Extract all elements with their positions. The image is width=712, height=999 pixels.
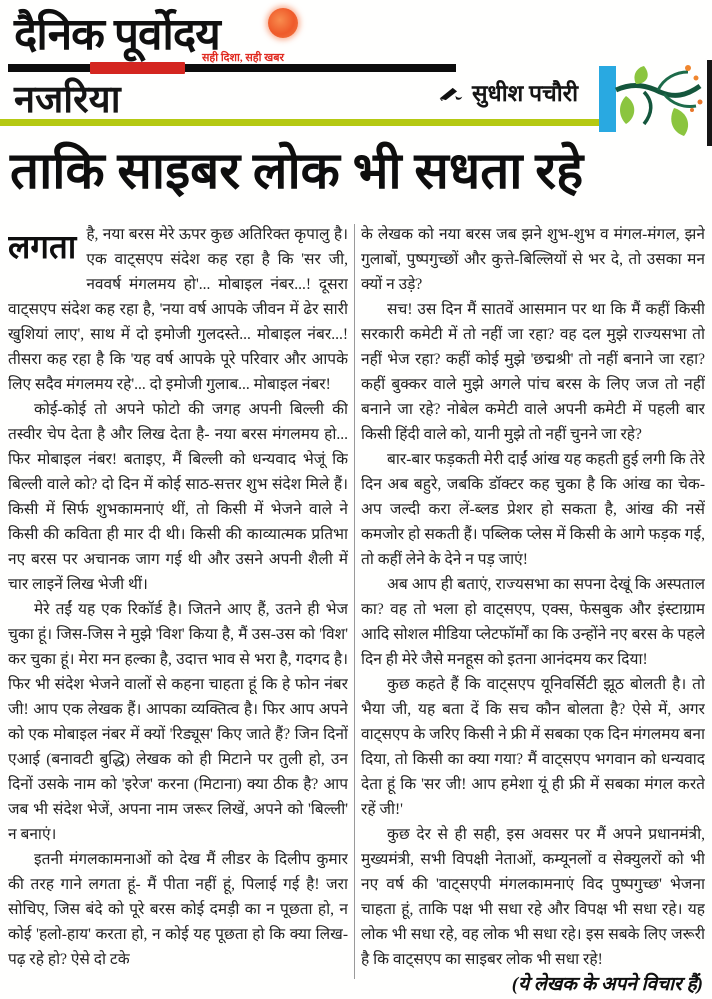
lead-word: लगता bbox=[8, 230, 77, 266]
sun-logo-icon bbox=[268, 8, 298, 38]
writing-hand-icon bbox=[438, 83, 464, 101]
paragraph: सच! उस दिन मैं सातवें आसमान पर था कि मैं कहीं किसी सरकारी कमेटी में तो नहीं जा रहा? वह दल मुझे राज्यसभा तो नहीं भेज रहा? कहीं कोई मुझे 'छद्मश्री' तो नहीं बनाने जा रहा? कहीं बुक्कर वाले मुझे अगले पांच बरस के लिए जज तो नहीं बनाने जा रहे? नोबेल कमेटी वाले अपनी कमेटी में पहली बार किसी हिंदी वाले को, यानी मुझे तो नहीं चुनने जा रहे? bbox=[361, 301, 705, 443]
article-body bbox=[8, 222, 706, 999]
paragraph bbox=[8, 222, 348, 397]
paragraph: अब आप ही बताएं, राज्यसभा का सपना देखूं कि अस्पताल का? वह तो भला हो वाट्सएप, एक्स, फेसबुक और इंस्टाग्राम आदि सोशल मीडिया प्लेटफॉर्मों का कि उन्होंने नए बरस के पहले दिन ही मेरे जैसे मनहूस को इतना आनंदमय कर दिया! bbox=[361, 576, 705, 668]
paragraph: इतनी मंगलकामनाओं को देख मैं लीडर के दिलीप कुमार की तरह गाने लगता हूं- मैं पीता नहीं हूं, पिलाई गई है! जरा सोचिए, जिस बंदे को पूरे बरस कोई दमड़ी का न पूछता हो, न कोई 'हलो-हाय' करता हो, न कोई यह पूछता हो कि क्या लिख-पढ़ रहे हो? ऐसे दो टके bbox=[8, 851, 348, 968]
logo-tagline: सही दिशा, सही खबर bbox=[201, 52, 284, 64]
author-disclaimer: (ये लेखक के अपने विचार हैं) bbox=[506, 972, 703, 997]
section-title: नजरिया bbox=[14, 79, 121, 121]
paragraph: के लेखक को नया बरस जब झने शुभ-शुभ व मंगल-मंगल, झने गुलाबों, पुष्पगुच्छों और कुत्ते-बिल्लियों से भर दे, तो उसका मन क्यों न उड़े? bbox=[361, 226, 705, 293]
article-headline: ताकि साइबर लोक भी सधता रहे bbox=[10, 144, 584, 200]
paragraph: बार-बार फड़कती मेरी दाईं आंख यह कहती हुई लगी कि तेरे दिन अब बहुरे, जबकि डॉक्टर कह चुका है कि आंख का चेक-अप जल्दी करा लें-ब्लड प्रेशर हो सकता है, आंख की नसें कमजोर हो सकती हैं। पब्लिक प्लेस में किसी के आगे फड़क गई, तो कहीं लेने के देने न पड़ जाएं! bbox=[361, 451, 705, 568]
column-left bbox=[8, 222, 348, 999]
newspaper-logo: दैनिक पूर्वोदय bbox=[14, 10, 220, 59]
column-right bbox=[361, 222, 705, 999]
paragraph: कुछ देर से ही सही, इस अवसर पर मैं अपने प्रधानमंत्री, मुख्यमंत्री, सभी विपक्षी नेताओं, कम्यूनलों व सेक्युलरों को भी नए वर्ष की 'वाट्सएपी मंगलकामनाएं विद पुष्पगुच्छ' भेजना चाहता हूं, ताकि पक्ष भी सधा रहे और विपक्ष भी सधा रहे। यह लोक भी सधा रहे, वह लोक भी सधा रहे। इस सबके लिए जरूरी है कि वाट्सएप का साइबर लोक भी सधा रहे! bbox=[361, 826, 705, 968]
paragraph: कोई-कोई तो अपने फोटो की जगह अपनी बिल्ली की तस्वीर चेप देता है और लिख देता है- नया बरस मंगलमय हो... फिर मोबाइल नंबर! बताइए, मैं बिल्ली को धन्यवाद भेजूं कि बिल्ली वाले को? दो दिन में कोई साठ-सत्तर शुभ संदेश मिले हैं। किसी में सिर्फ शुभकामनाएं थीं, तो किसी में भेजने वाले ने किसी की कविता ही मार दी थी। किसी की काव्यात्मक प्रतिभा नए बरस पर अचानक जाग गई थी और उसने अपनी शैली में चार लाइनें लिख भेजी थीं। bbox=[8, 401, 348, 593]
author-name: सुधीश पचौरी bbox=[472, 81, 579, 106]
byline bbox=[438, 76, 578, 108]
paragraph: मेरे तईं यह एक रिकॉर्ड है। जितने आए हैं, उतने ही भेज चुका हूं। जिस-जिस ने मुझे 'विश' किया है, मैं उस-उस को 'विश' कर चुका हूं। मेरा मन हल्का है, उदात्त भाव से भरा है, गदगद है। फिर भी संदेश भेजने वालों से कहना चाहता हूं कि हे फोन नंबर जी! आप एक लेखक हैं। आपका व्यक्तित्व है। फिर आप अपने को एक मोबाइल नंबर में क्यों 'रिड्यूस' किए जाते हैं? जिन दिनों एआई (बनावटी बुद्धि) लेखक को ही मिटाने पर तुली हो, उन दिनों उसके नाम को 'इरेज' करना (मिटाना) क्या ठीक है? आप जब भी संदेश भेजें, अपना नाम जरूर लिखें, अपने को 'बिल्ली' न बनाएं। bbox=[8, 601, 348, 843]
column-divider bbox=[354, 224, 355, 979]
page-edge-bar bbox=[707, 60, 712, 146]
leaf-vine-icon bbox=[614, 52, 706, 144]
paragraph-text: है, नया बरस मेरे ऊपर कुछ अतिरिक्त कृपालु है। एक वाट्सएप संदेश कह रहा है कि 'सर जी, नववर्ष मंगलमय हो'... मोबाइल नंबर...! दूसरा वाट्सएप संदेश कह रहा है, 'नया वर्ष आपके जीवन में ढेर सारी खुशियां लाए', साथ में दो इमोजी गुलदस्ते... मोबाइल नंबर...! तीसरा कह रहा है कि 'यह वर्ष आपके पूरे परिवार और आपके लिए सदैव मंगलमय रहे'... दो इमोजी गुलाब... मोबाइल नंबर! bbox=[8, 226, 348, 393]
masthead-rule bbox=[8, 64, 456, 72]
paragraph: कुछ कहते हैं कि वाट्सएप यूनिवर्सिटी झूठ बोलती है। तो भैया जी, यह बता दें कि सच कौन बोलता है? ऐसे में, अगर वाट्सएप के जरिए किसी ने फ्री में सबका एक दिन मंगलमय बना दिया, तो किसी का क्या गया? मैं वाट्सएप भगवान को धन्यवाद देता हूं कि 'सर जी! आप हमेशा यूं ही फ्री में सबका मंगल करते रहें जी!' bbox=[361, 676, 705, 818]
